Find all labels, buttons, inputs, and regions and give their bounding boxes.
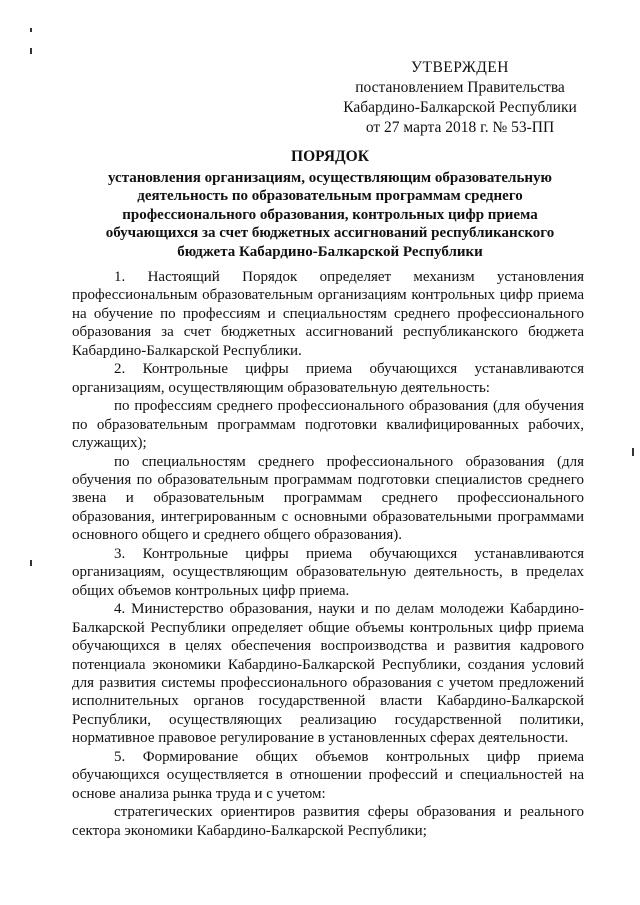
paragraph-2-item-1: по профессиям среднего профессионального образования (для обучения по образовательным программам подготовки квалифицированных рабочих, служащих); (72, 398, 584, 452)
title-line-1: установления организациям, осуществляющим образовательную (108, 169, 552, 186)
approval-line-3: от 27 марта 2018 г. № 53-ПП (365, 119, 555, 136)
paragraph-5-item-1: стратегических ориентиров развития сферы образования и реального сектора экономики Кабардино-Балкарской Республики; (72, 804, 584, 839)
paragraph-2: 2. Контрольные цифры приема обучающихся устанавливаются организациям, осуществляющим образовательную деятельность: (72, 361, 584, 396)
paragraph-4: 4. Министерство образования, науки и по делам молодежи Кабардино-Балкарской Республики определяет общие объемы контрольных цифр приема обучающихся в целях обеспечения воспроизводства и развития кадрового потенциала экономики Кабардино-Балкарской Республики, создания условий для развития системы профессионального образования с учетом предложений исполнительных органов государственной власти Кабардино-Балкарской Республики, осуществляющих реализацию государственной политики, нормативное правовое регулирование в установленных сферах деятельности. (72, 601, 584, 747)
title-line-3: профессионального образования, контрольных цифр приема (122, 206, 538, 223)
paragraph-5: 5. Формирование общих объемов контрольных цифр приема обучающихся осуществляется в отношении профессий и специальностей на основе анализа рынка труда и с учетом: (72, 748, 584, 802)
scan-mark-middle (30, 560, 32, 566)
title-word: ПОРЯДОК (291, 148, 369, 165)
document-body (72, 268, 584, 840)
title-line-2: деятельность по образовательным программам среднего (137, 188, 523, 205)
paragraph-2-item-2: по специальностям среднего профессионального образования (для обучения по образовательным программам подготовки специалистов среднего звена и образовательным программам среднего профессионального образования, интегрированным с основными образовательными программами основного общего и среднего общего образования). (72, 453, 584, 544)
scan-mark-right (632, 448, 634, 456)
approval-line-2: Кабардино-Балкарской Республики (343, 99, 577, 116)
approval-line-1: постановлением Правительства (355, 79, 565, 96)
paragraph-3: 3. Контрольные цифры приема обучающихся устанавливаются организациям, осуществляющим образовательную деятельность, в пределах общих объемов контрольных цифр приема. (72, 545, 584, 599)
approval-stamp (330, 58, 590, 138)
scan-mark-top (30, 28, 32, 32)
paragraph-1: 1. Настоящий Порядок определяет механизм установления профессиональным образовательным организациям контрольных цифр приема на обучение по профессиям и специальностям среднего профессионального образования за счет бюджетных ассигнований республиканского бюджета Кабардино-Балкарской Республики. (72, 269, 584, 359)
scan-mark-upper (30, 48, 32, 54)
title-line-4: обучающихся за счет бюджетных ассигнований республиканского (105, 225, 555, 242)
approval-heading: УТВЕРЖДЕН (411, 59, 509, 76)
title-line-5: бюджета Кабардино-Балкарской Республики (177, 243, 483, 260)
document-title (70, 148, 590, 262)
